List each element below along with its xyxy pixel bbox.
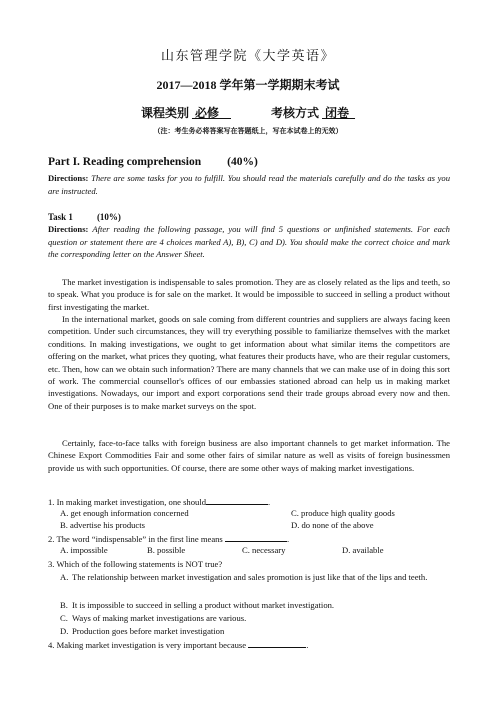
passage-paragraph-1: The market investigation is indispensable to sales promotion. They are as closely related as the lips and teeth, so to speak. What you produce is for sale on the market. It would be impossible to succeed in selling a product without first investigating the market. bbox=[48, 277, 450, 312]
exam-method-label: 考核方式 bbox=[271, 106, 320, 120]
course-type-value bbox=[192, 106, 231, 120]
question-1-stem: 1. In making market investigation, one should . bbox=[48, 497, 271, 507]
question-2-stem: 2. The word “indispensable” in the first line means . bbox=[48, 534, 290, 544]
question-3-option-b bbox=[60, 599, 450, 611]
exam-method-value bbox=[322, 106, 355, 120]
question-2-option-d: D. available bbox=[342, 545, 384, 555]
task-points: (10%) bbox=[96, 212, 121, 222]
question-4-text: 4. Making market investigation is very important because bbox=[48, 640, 247, 650]
part-title bbox=[48, 156, 258, 168]
question-1-blank bbox=[206, 495, 268, 505]
question-3-option-b-text: It is impossible to succeed in selling a product without market investigation. bbox=[72, 600, 335, 610]
question-3-option-c bbox=[60, 612, 450, 624]
task-title-text: Task 1 bbox=[48, 212, 73, 222]
question-2-option-b: B. possible bbox=[147, 545, 186, 555]
question-2-option-a: A. impossible bbox=[60, 545, 108, 555]
question-3-option-a-key: A. bbox=[60, 572, 69, 582]
question-1-text: 1. In making market investigation, one should bbox=[48, 497, 207, 507]
part-title-text: Part I. Reading comprehension bbox=[48, 156, 202, 168]
part-directions bbox=[48, 172, 450, 197]
task-title bbox=[48, 212, 121, 222]
part-points: (40%) bbox=[227, 156, 258, 168]
school-title: 山东管理学院《大学英语》 bbox=[160, 48, 335, 63]
course-type-text: 必修 bbox=[194, 106, 219, 120]
question-2-option-c: C. necessary bbox=[242, 545, 286, 555]
task-directions-text: After reading the following passage, you will find 5 questions or unfinished statements. For each question or statement there are 4 choices marked A), B), C) and D). You should make the correct choice and mark the corresponding letter on the Answer Sheet. bbox=[48, 224, 450, 259]
question-2-text: 2. The word “indispensable” in the first line means bbox=[48, 534, 223, 544]
question-4-blank bbox=[248, 638, 306, 648]
question-3-option-c-text: Ways of making market investigations are various. bbox=[72, 613, 247, 623]
part-directions-text: There are some tasks for you to fulfill. You should read the materials carefully and do the tasks as you are instructed. bbox=[48, 173, 450, 196]
exam-method-text: 闭卷 bbox=[325, 106, 350, 120]
question-1-option-b: B. advertise his products bbox=[60, 520, 145, 530]
task-directions bbox=[48, 223, 450, 261]
task-directions-label: Directions: bbox=[48, 224, 89, 234]
question-3-option-d-text: Production goes before market investigation bbox=[72, 626, 225, 636]
passage-paragraph-3: Certainly, face-to-face talks with foreign business are also important channels to get market information. The Chinese Export Commodities Fair and some other fairs of similar nature as well as visits of foreign businessmen provide us with such opportunities. Of course, there are some other ways of making market investigations. bbox=[48, 438, 450, 473]
question-3-option-b-key: B. bbox=[60, 600, 68, 610]
question-3-option-d-key: D. bbox=[60, 626, 69, 636]
question-4-stem: 4. Making market investigation is very important because . bbox=[48, 640, 309, 650]
exam-note: （注：考生务必将答案写在答题纸上，写在本试卷上的无效） bbox=[153, 127, 343, 135]
question-3-option-c-key: C. bbox=[60, 613, 68, 623]
exam-title: 2017—2018 学年第一学期期末考试 bbox=[156, 78, 340, 92]
question-2-blank bbox=[225, 532, 287, 542]
question-3-option-a-text: The relationship between market investigation and sales promotion is just like that of the lips and teeth. bbox=[72, 572, 428, 582]
question-3-option-d bbox=[60, 625, 450, 637]
course-meta bbox=[0, 104, 496, 121]
part-directions-label: Directions: bbox=[48, 173, 89, 183]
question-1-option-a: A. get enough information concerned bbox=[60, 508, 189, 518]
passage-paragraph-2: In the international market, goods on sale coming from different countries and suppliers are always facing keen competition. Under such circumstances, they will try everything possible to familiarize themselves with the market conditions. In making investigations, we ought to get information about what similar items the competitors are offering on the market, what prices they quoting, what features their products have, who are their regular customers, etc. Then, how can we obtain such information? There are many channels that we can make use of in doing this sort of work. The commercial counsellor's offices of our embassies stationed abroad can help us in making market investigations. Nowadays, our import and export corporations send their trade groups abroad every now and then. One of their purposes is to make market surveys on the spot. bbox=[48, 314, 450, 411]
course-type-label: 课程类别 bbox=[140, 106, 189, 120]
question-1-option-c: C. produce high quality goods bbox=[291, 508, 395, 518]
question-3-option-a bbox=[60, 571, 450, 583]
question-1-option-d: D. do none of the above bbox=[291, 520, 374, 530]
question-3-stem: 3. Which of the following statements is NOT true? bbox=[48, 559, 223, 569]
